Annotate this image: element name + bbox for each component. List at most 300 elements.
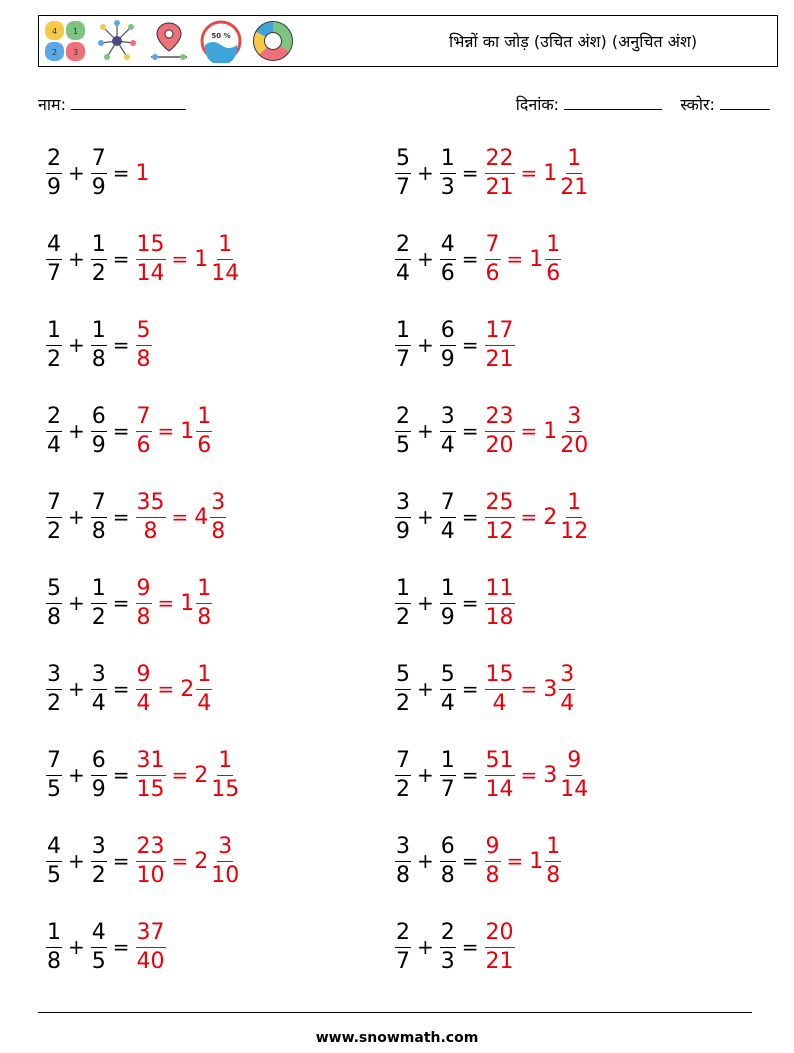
- numerator: 7: [46, 750, 62, 776]
- denominator: 2: [396, 604, 410, 630]
- equals-sign: =: [461, 247, 479, 271]
- denominator: 21: [560, 174, 589, 200]
- second-fraction: [440, 317, 456, 372]
- equals-sign: =: [112, 419, 130, 443]
- answer-fraction: [559, 661, 575, 716]
- answer-fraction: [210, 833, 240, 888]
- answer: [136, 317, 152, 372]
- denominator: 3: [440, 174, 455, 200]
- answer: [136, 833, 166, 888]
- answer: [485, 575, 515, 630]
- problem-item: [46, 916, 166, 978]
- numerator: 3: [559, 664, 575, 690]
- plus-sign: +: [417, 763, 434, 787]
- denominator: 9: [47, 174, 61, 200]
- denominator: 2: [47, 518, 61, 544]
- denominator: 2: [91, 862, 106, 888]
- svg-text:1: 1: [72, 27, 79, 36]
- equals-sign: =: [461, 677, 479, 701]
- second-fraction: [91, 919, 107, 974]
- answer-fraction: [485, 489, 515, 544]
- answer-whole: 2: [194, 762, 209, 788]
- problem-item: [395, 228, 561, 290]
- denominator: 2: [47, 690, 61, 716]
- denominator: 8: [91, 346, 106, 372]
- numerator: 6: [91, 750, 107, 776]
- answer-whole: 2: [194, 848, 209, 874]
- denominator: 18: [485, 604, 514, 630]
- plus-sign: +: [68, 849, 85, 873]
- equals-sign: =: [520, 505, 538, 529]
- answer: [485, 919, 515, 974]
- problem-item: [395, 142, 589, 204]
- numerator: 51: [485, 750, 515, 776]
- problem-item: [46, 486, 226, 548]
- numerator: 9: [136, 664, 152, 690]
- denominator: 9: [91, 432, 106, 458]
- answer: [485, 145, 515, 200]
- equals-sign: =: [461, 333, 479, 357]
- plus-sign: +: [68, 419, 85, 443]
- problem-item: [46, 572, 212, 634]
- numerator: 1: [91, 234, 107, 260]
- equals-sign: =: [112, 935, 130, 959]
- problem-item: [395, 830, 561, 892]
- numerator: 22: [485, 148, 515, 174]
- equals-sign: =: [520, 677, 538, 701]
- denominator: 10: [136, 862, 165, 888]
- second-fraction: [91, 747, 107, 802]
- second-fraction: [91, 403, 107, 458]
- denominator: 4: [91, 690, 106, 716]
- problem-item: [46, 744, 240, 806]
- problem-item: [395, 486, 589, 548]
- second-fraction: [91, 317, 107, 372]
- numerator: 2: [46, 406, 62, 432]
- plus-sign: +: [417, 247, 434, 271]
- first-fraction: [395, 145, 411, 200]
- numerator: 1: [46, 922, 62, 948]
- second-fraction: [440, 919, 456, 974]
- numerator: 6: [440, 836, 456, 862]
- svg-text:3: 3: [72, 48, 79, 57]
- numerator: 20: [485, 922, 515, 948]
- plus-sign: +: [68, 505, 85, 529]
- answer-whole: 1: [543, 418, 558, 444]
- numerator: 5: [46, 578, 62, 604]
- score-label: स्कोर:: [680, 95, 715, 114]
- first-fraction: [395, 919, 411, 974]
- second-fraction: [440, 403, 456, 458]
- answer: [485, 231, 501, 286]
- first-fraction: [46, 317, 62, 372]
- numerator: 1: [217, 750, 233, 776]
- answer: [136, 747, 166, 802]
- numerator: 3: [217, 836, 233, 862]
- denominator: 5: [396, 432, 410, 458]
- denominator: 4: [440, 690, 455, 716]
- numerator: 7: [485, 234, 501, 260]
- denominator: 7: [47, 260, 61, 286]
- denominator: 10: [211, 862, 240, 888]
- answer-fraction: [136, 919, 166, 974]
- second-fraction: [91, 661, 107, 716]
- numerator: 2: [395, 922, 411, 948]
- denominator: 14: [485, 776, 514, 802]
- denominator: 8: [47, 604, 61, 630]
- answer-fraction: [136, 833, 166, 888]
- first-fraction: [395, 317, 411, 372]
- numerator: 5: [136, 320, 152, 346]
- problem-item: [46, 830, 240, 892]
- answer-fraction: [210, 489, 226, 544]
- equals-sign: =: [171, 763, 189, 787]
- plus-sign: +: [417, 849, 434, 873]
- first-fraction: [46, 403, 62, 458]
- numerator: 1: [545, 234, 561, 260]
- answer-fraction: [136, 575, 152, 630]
- answer-whole: 1: [180, 590, 195, 616]
- numerator: 23: [136, 836, 166, 862]
- answer-whole: 1: [180, 418, 195, 444]
- problem-item: [46, 142, 152, 204]
- numerator: 1: [91, 320, 107, 346]
- answer: [180, 575, 212, 630]
- answer: [180, 661, 212, 716]
- denominator: 4: [440, 518, 455, 544]
- first-fraction: [395, 661, 411, 716]
- denominator: 6: [546, 260, 561, 286]
- answer: [543, 145, 589, 200]
- denominator: 8: [485, 862, 500, 888]
- problem-item: [395, 916, 515, 978]
- answer: [136, 489, 166, 544]
- answer-whole: 1: [543, 160, 558, 186]
- answer-fraction: [196, 661, 212, 716]
- numerator: 1: [196, 578, 212, 604]
- second-fraction: [440, 231, 456, 286]
- denominator: 5: [47, 776, 61, 802]
- plus-sign: +: [68, 763, 85, 787]
- numerator: 1: [196, 664, 212, 690]
- second-fraction: [440, 833, 456, 888]
- numerator: 25: [485, 492, 515, 518]
- numerator: 11: [485, 578, 515, 604]
- denominator: 21: [485, 346, 514, 372]
- answer: [180, 403, 212, 458]
- numerator: 15: [136, 234, 166, 260]
- numerator: 23: [485, 406, 515, 432]
- equals-sign: =: [461, 591, 479, 615]
- numerator: 3: [395, 836, 411, 862]
- denominator: 20: [485, 432, 514, 458]
- plus-sign: +: [417, 505, 434, 529]
- equals-sign: =: [157, 677, 175, 701]
- answer-fraction: [485, 403, 515, 458]
- worksheet-title: भिन्नों का जोड़ (उचित अंश) (अनुचित अंश): [449, 32, 698, 51]
- numerator: 3: [440, 406, 456, 432]
- equals-sign: =: [112, 849, 130, 873]
- answer-whole: 2: [180, 676, 195, 702]
- denominator: 8: [143, 518, 158, 544]
- numerator: 4: [91, 922, 107, 948]
- answer-fraction: [545, 833, 561, 888]
- equals-sign: =: [157, 419, 175, 443]
- answer: [136, 161, 152, 186]
- answer-whole: 1: [135, 160, 150, 186]
- plus-sign: +: [68, 935, 85, 959]
- numerator: 1: [395, 578, 411, 604]
- numerator: 9: [566, 750, 582, 776]
- answer-whole: 3: [543, 762, 558, 788]
- answer-whole: 1: [529, 246, 544, 272]
- numerator: 2: [46, 148, 62, 174]
- equals-sign: =: [112, 763, 130, 787]
- numerator: 9: [136, 578, 152, 604]
- answer-fraction: [136, 661, 152, 716]
- numerator: 2: [395, 234, 411, 260]
- plus-sign: +: [68, 161, 85, 185]
- first-fraction: [46, 661, 62, 716]
- problem-item: [395, 744, 589, 806]
- denominator: 8: [136, 604, 151, 630]
- denominator: 9: [396, 518, 410, 544]
- answer-fraction: [136, 489, 166, 544]
- problem-item: [46, 400, 212, 462]
- answer-fraction: [485, 747, 515, 802]
- first-fraction: [46, 833, 62, 888]
- denominator: 5: [91, 948, 106, 974]
- answer-fraction: [196, 403, 212, 458]
- numerator: 6: [440, 320, 456, 346]
- first-fraction: [395, 231, 411, 286]
- plus-sign: +: [417, 677, 434, 701]
- denominator: 4: [136, 690, 151, 716]
- numerator: 1: [196, 406, 212, 432]
- answer: [529, 231, 561, 286]
- answer: [485, 661, 515, 716]
- second-fraction: [91, 833, 107, 888]
- plus-sign: +: [417, 935, 434, 959]
- denominator: 3: [440, 948, 455, 974]
- denominator: 4: [197, 690, 212, 716]
- denominator: 14: [211, 260, 240, 286]
- answer-fraction: [210, 231, 240, 286]
- denominator: 21: [485, 174, 514, 200]
- denominator: 4: [396, 260, 410, 286]
- numerator: 31: [136, 750, 166, 776]
- answer: [543, 661, 575, 716]
- answer-fraction: [485, 919, 515, 974]
- numerator: 7: [46, 492, 62, 518]
- answer-fraction: [545, 231, 561, 286]
- numerator: 5: [395, 664, 411, 690]
- numerator: 1: [91, 578, 107, 604]
- equals-sign: =: [461, 161, 479, 185]
- denominator: 8: [546, 862, 561, 888]
- answer-fraction: [136, 403, 152, 458]
- equals-sign: =: [112, 505, 130, 529]
- equals-sign: =: [112, 591, 130, 615]
- answer: [529, 833, 561, 888]
- equals-sign: =: [112, 247, 130, 271]
- first-fraction: [395, 489, 411, 544]
- equals-sign: =: [461, 763, 479, 787]
- equals-sign: =: [157, 591, 175, 615]
- numerator: 1: [566, 148, 582, 174]
- denominator: 21: [485, 948, 514, 974]
- equals-sign: =: [461, 849, 479, 873]
- svg-text:50 %: 50 %: [211, 32, 231, 40]
- denominator: 12: [560, 518, 589, 544]
- answer: [485, 489, 515, 544]
- answer-fraction: [559, 145, 589, 200]
- denominator: 6: [136, 432, 151, 458]
- answer-fraction: [485, 145, 515, 200]
- numerator: 7: [136, 406, 152, 432]
- numerator: 5: [395, 148, 411, 174]
- denominator: 9: [91, 174, 106, 200]
- numerator: 1: [217, 234, 233, 260]
- numerator: 4: [440, 234, 456, 260]
- numerator: 3: [46, 664, 62, 690]
- numerator: 5: [440, 664, 456, 690]
- answer-fraction: [136, 231, 166, 286]
- denominator: 12: [485, 518, 514, 544]
- equals-sign: =: [171, 247, 189, 271]
- denominator: 2: [91, 604, 106, 630]
- equals-sign: =: [171, 849, 189, 873]
- equals-sign: =: [112, 677, 130, 701]
- denominator: 20: [560, 432, 589, 458]
- equals-sign: =: [520, 763, 538, 787]
- equals-sign: =: [506, 849, 524, 873]
- numerator: 15: [485, 664, 515, 690]
- first-fraction: [395, 747, 411, 802]
- answer: [543, 403, 589, 458]
- second-fraction: [91, 489, 107, 544]
- numerator: 1: [440, 148, 456, 174]
- numerator: 4: [46, 234, 62, 260]
- denominator: 14: [136, 260, 165, 286]
- denominator: 15: [136, 776, 165, 802]
- numerator: 35: [136, 492, 166, 518]
- denominator: 7: [440, 776, 455, 802]
- second-fraction: [91, 145, 107, 200]
- first-fraction: [46, 919, 62, 974]
- answer-whole: 1: [194, 246, 209, 272]
- denominator: 8: [197, 604, 212, 630]
- plus-sign: +: [417, 161, 434, 185]
- numerator: 4: [46, 836, 62, 862]
- answer-fraction: [559, 489, 589, 544]
- first-fraction: [46, 489, 62, 544]
- denominator: 4: [492, 690, 507, 716]
- answer: [543, 489, 589, 544]
- first-fraction: [395, 403, 411, 458]
- equals-sign: =: [506, 247, 524, 271]
- denominator: 9: [91, 776, 106, 802]
- answer-whole: 2: [543, 504, 558, 530]
- answer: [194, 489, 226, 544]
- plus-sign: +: [68, 333, 85, 357]
- answer: [485, 833, 501, 888]
- answer-fraction: [485, 661, 515, 716]
- denominator: 7: [396, 948, 410, 974]
- answer: [136, 231, 166, 286]
- first-fraction: [46, 145, 62, 200]
- first-fraction: [46, 575, 62, 630]
- answer-fraction: [559, 403, 589, 458]
- denominator: 9: [440, 604, 455, 630]
- denominator: 6: [197, 432, 212, 458]
- numerator: 3: [210, 492, 226, 518]
- answer-fraction: [485, 231, 501, 286]
- equals-sign: =: [520, 161, 538, 185]
- problem-item: [395, 572, 515, 634]
- numerator: 7: [91, 148, 107, 174]
- first-fraction: [46, 747, 62, 802]
- first-fraction: [395, 833, 411, 888]
- problem-item: [395, 400, 589, 462]
- second-fraction: [440, 661, 456, 716]
- denominator: 15: [211, 776, 240, 802]
- equals-sign: =: [461, 505, 479, 529]
- denominator: 8: [136, 346, 151, 372]
- answer: [485, 317, 515, 372]
- denominator: 8: [47, 948, 61, 974]
- svg-text:4: 4: [51, 27, 58, 36]
- denominator: 2: [47, 346, 61, 372]
- answer-fraction: [136, 747, 166, 802]
- denominator: 2: [91, 260, 106, 286]
- denominator: 9: [440, 346, 455, 372]
- answer: [136, 575, 152, 630]
- answer: [194, 231, 240, 286]
- footer-url: www.snowmath.com: [315, 1030, 479, 1046]
- second-fraction: [91, 575, 107, 630]
- answer-whole: 1: [529, 848, 544, 874]
- denominator: 7: [396, 346, 410, 372]
- denominator: 6: [485, 260, 500, 286]
- denominator: 40: [136, 948, 165, 974]
- answer: [194, 747, 240, 802]
- problem-item: [46, 314, 152, 376]
- answer-fraction: [485, 833, 501, 888]
- answer: [485, 403, 515, 458]
- equals-sign: =: [461, 935, 479, 959]
- answer-fraction: [196, 575, 212, 630]
- numerator: 7: [395, 750, 411, 776]
- second-fraction: [440, 747, 456, 802]
- plus-sign: +: [68, 591, 85, 615]
- denominator: 4: [560, 690, 575, 716]
- denominator: 8: [91, 518, 106, 544]
- answer: [194, 833, 240, 888]
- denominator: 2: [396, 776, 410, 802]
- answer-fraction: [210, 747, 240, 802]
- answer-fraction: [136, 317, 152, 372]
- problem-item: [46, 658, 212, 720]
- denominator: 8: [211, 518, 226, 544]
- numerator: 6: [91, 406, 107, 432]
- first-fraction: [46, 231, 62, 286]
- first-fraction: [395, 575, 411, 630]
- footer-divider: [38, 1012, 752, 1013]
- answer: [543, 747, 589, 802]
- plus-sign: +: [68, 677, 85, 701]
- second-fraction: [440, 489, 456, 544]
